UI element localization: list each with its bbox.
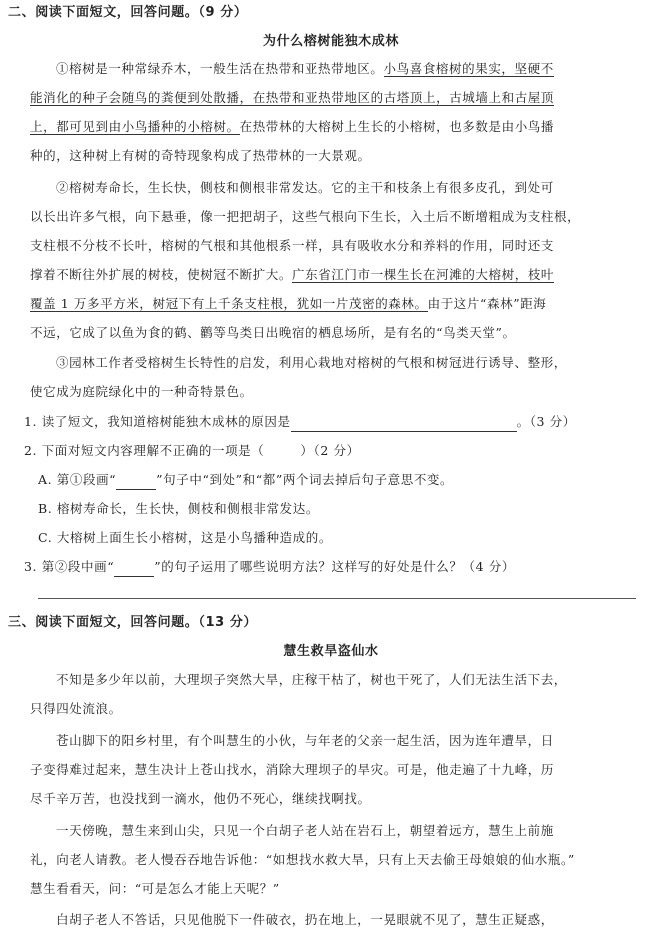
text-line: 礼，向老人请教。老人慢吞吞地告诉他：“如想找水救大旱，只有上天去偷王母娘娘的仙水瓶。” [30,852,575,867]
text-line: 支柱根不分枝不长叶，榕树的气根和其他根系一样，具有吸收水分和养料的作用，同时还支 [30,238,555,253]
text-line: 慧生看看天，问：“可是怎么才能上天呢？” [30,881,280,896]
answer-blank[interactable] [291,413,517,432]
text-line: ③园林工作者受榕树生长特性的启发，利用心栽地对榕树的气根和树冠进行诱导、整形， [56,355,567,370]
text-line: 覆盖 1 万多平方米，树冠下有上千条支柱根，犹如一片茂密的森林。由于这片“森林”距海 [30,296,547,311]
text-line: 不远，它成了以鱼为食的鹤、鹳等鸟类日出晚宿的栖息场所，是有名的“鸟类天堂”。 [30,325,516,340]
option-c[interactable]: C. 大榕树上面生长小榕树，这是小鸟播种造成的。 [38,530,332,545]
option-b[interactable]: B. 榕树寿命长，生长快，侧枝和侧根非常发达。 [38,501,319,516]
text-line: 苍山脚下的阳乡村里，有个叫慧生的小伙，与年老的父亲一起生活，因为连年遭旱，日 [56,733,554,748]
question-2: 2. 下面对短文内容理解不正确的一项是（ ）（2 分） [24,443,360,458]
section3-heading: 三、阅读下面短文，回答问题。（13 分） [8,615,258,630]
text-line: 撑着不断往外扩展的树枝，使树冠不断扩大。广东省江门市一棵生长在河滩的大榕树，枝叶 [30,267,555,282]
answer-paren[interactable] [264,442,300,460]
text-line: ②榕树寿命长，生长快，侧枝和侧根非常发达。它的主干和枝条上有很多皮孔，到处可 [56,180,554,195]
text-line: ①榕树是一种常绿乔木，一般生活在热带和亚热带地区。小鸟喜食榕树的果实，坚硬不 [56,61,554,76]
text-line: 只得四处流浪。 [30,701,122,716]
option-a[interactable]: A. 第①段画“ ”句子中“到处”和“都”两个词去掉后句子意思不变。 [38,471,642,490]
text-line: 尽千辛万苦，也没找到一滴水，他仍不死心，继续找啊找。 [30,791,371,806]
text-line: 上，都可见到由小鸟播种的小榕树。在热带林的大榕树上生长的小榕树，也多数是由小鸟播 [30,119,555,134]
answer-line[interactable] [38,598,636,599]
text-line: 白胡子老人不答话，只见他脱下一件破衣，扔在地上，一晃眼就不见了，慧生正疑惑， [56,912,554,927]
question-3: 3. 第②段中画“ ”的句子运用了哪些说明方法？这样写的好处是什么？（4 分） [24,558,642,577]
question-1: 1. 读了短文，我知道榕树能独木成林的原因是 。（3 分） [24,413,642,432]
text-line: 使它成为庭院绿化中的一种奇特景色。 [30,384,253,399]
text-line: 种的，这种树上有树的奇特现象构成了热带林的一大景观。 [30,148,371,163]
text-line: 不知是多少年以前，大理坝子突然大旱，庄稼干枯了，树也干死了，人们无法生活下去， [56,672,567,687]
section2-heading: 二、阅读下面短文，回答问题。（9 分） [8,5,248,20]
text-line: 子变得难过起来，慧生决计上苍山找水，消除大理坝子的旱灾。可是，他走遍了十九峰，历 [30,762,555,777]
section3-title: 慧生救旱盗仙水 [283,644,379,659]
text-line: 以长出许多气根，向下悬垂，像一把把胡子，这些气根向下生长，入土后不断增粗成为支柱根， [30,209,581,224]
section2-title: 为什么榕树能独木成林 [262,34,399,49]
text-line: 能消化的种子会随鸟的粪便到处散播，在热带和亚热带地区的古塔顶上，古城墙上和古屋顶 [30,90,555,105]
text-line: 一天傍晚，慧生来到山尖，只见一个白胡子老人站在岩石上，朝望着远方，慧生上前施 [56,823,554,838]
